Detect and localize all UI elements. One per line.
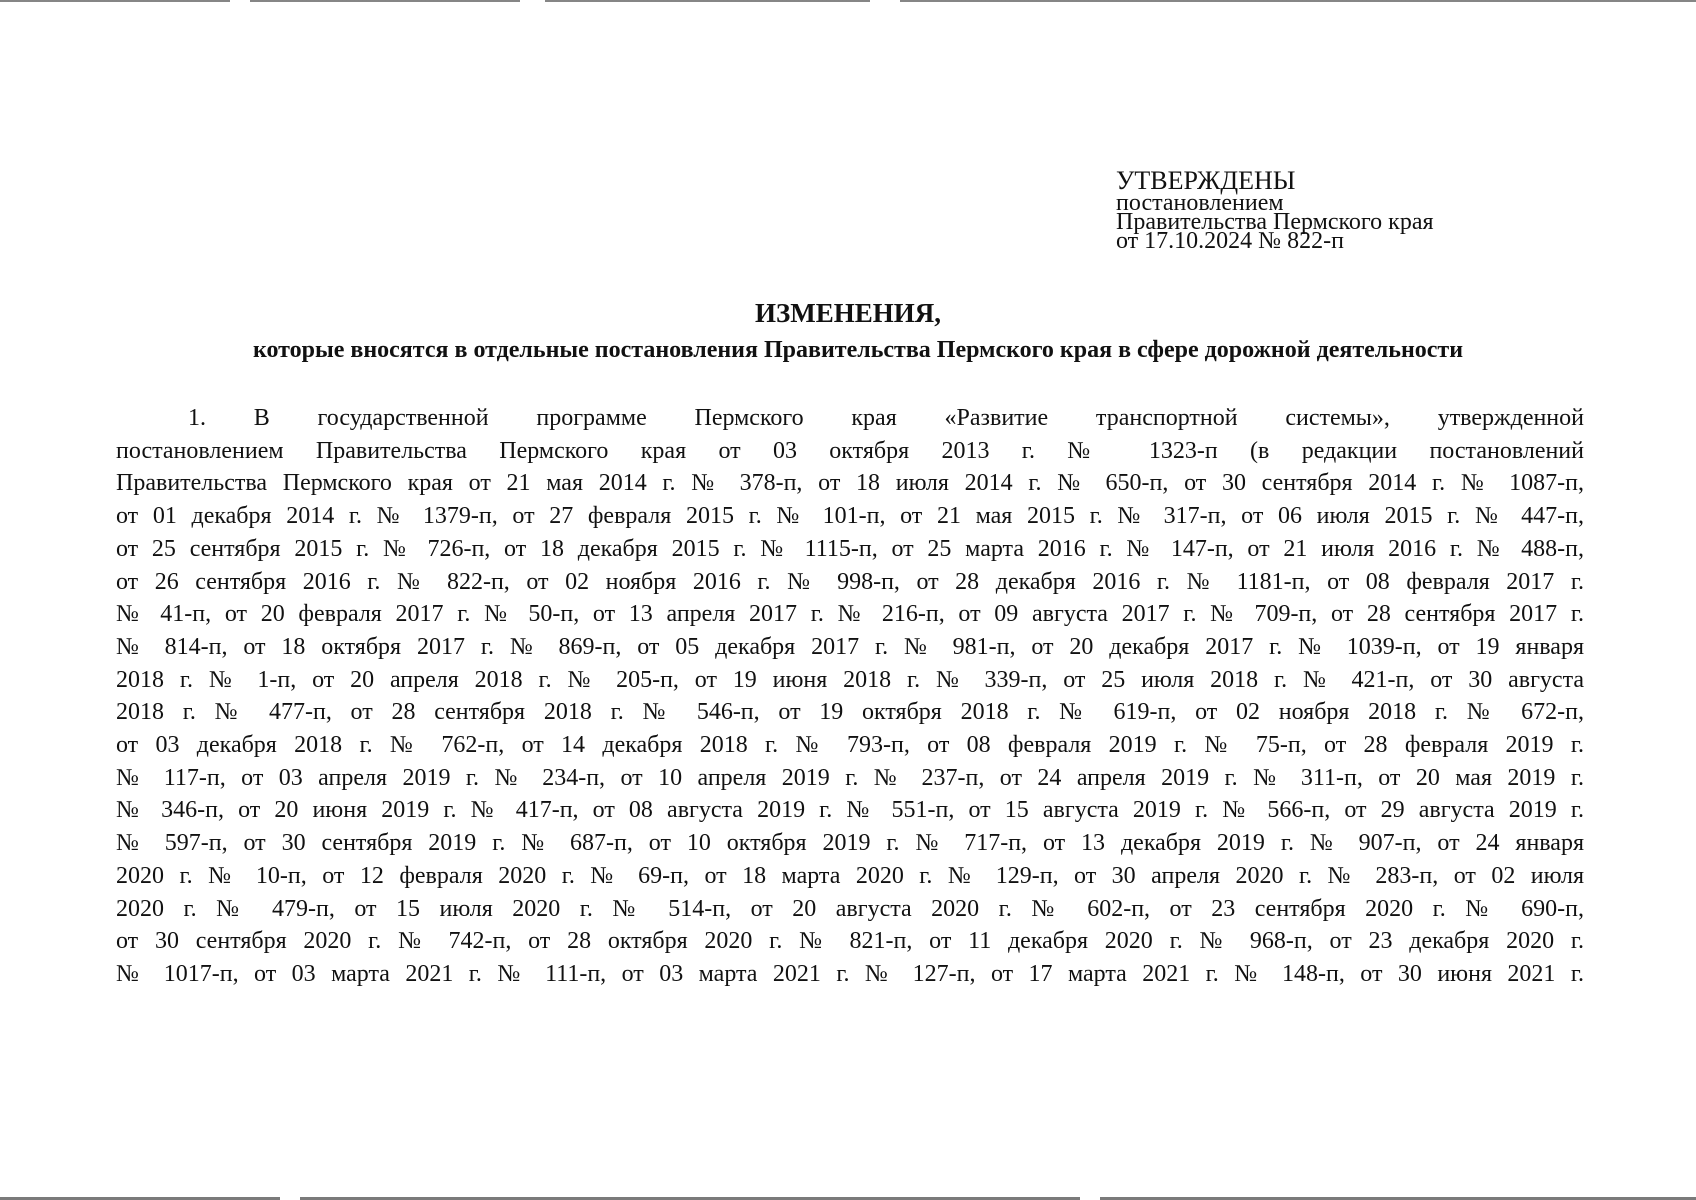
body-line: от 30 сентября 2020 г. № 742-п, от 28 октября 2020 г. № 821-п, от 11 декабря 2020 г. № 968-п, от 23 декабря 2020 г. <box>116 928 1584 955</box>
body-line: № 814-п, от 18 октября 2017 г. № 869-п, от 05 декабря 2017 г. № 981-п, от 20 декабря 2017 г. № 1039-п, от 19 января <box>116 633 1584 660</box>
body-line: 2018 г. № 1-п, от 20 апреля 2018 г. № 205-п, от 19 июня 2018 г. № 339-п, от 25 июля 2018 г. № 421-п, от 30 августа <box>116 666 1584 693</box>
body-line: № 41-п, от 20 февраля 2017 г. № 50-п, от 13 апреля 2017 г. № 216-п, от 09 августа 2017 г. № 709-п, от 28 сентября 2017 г. <box>116 601 1584 628</box>
body-line: от 26 сентября 2016 г. № 822-п, от 02 ноября 2016 г. № 998-п, от 28 декабря 2016 г. № 1181-п, от 08 февраля 2017 г. <box>116 568 1584 595</box>
body-line: от 25 сентября 2015 г. № 726-п, от 18 декабря 2015 г. № 1115-п, от 25 марта 2016 г. № 147-п, от 21 июля 2016 г. № 488-п, <box>116 535 1584 562</box>
approval-stamp <box>1116 166 1434 254</box>
body-line: № 1017-п, от 03 марта 2021 г. № 111-п, от 03 марта 2021 г. № 127-п, от 17 марта 2021 г. № 148-п, от 30 июня 2021 г. <box>116 960 1584 987</box>
body-line: от 03 декабря 2018 г. № 762-п, от 14 декабря 2018 г. № 793-п, от 08 февраля 2019 г. № 75-п, от 28 февраля 2019 г. <box>116 732 1584 759</box>
body-line: № 117-п, от 03 апреля 2019 г. № 234-п, от 10 апреля 2019 г. № 237-п, от 24 апреля 2019 г. № 311-п, от 20 мая 2019 г. <box>116 764 1584 791</box>
scan-edge-top <box>0 0 1696 2</box>
document-subtitle: которые вносятся в отдельные постановления Правительства Пермского края в сфере дорожной деятельности <box>252 337 1464 363</box>
body-line: постановлением Правительства Пермского края от 03 октября 2013 г. № 1323-п (в редакции постановлений <box>116 437 1584 464</box>
approval-line-2: Правительства Пермского края <box>1116 209 1434 235</box>
body-paragraph <box>116 402 1584 991</box>
body-line: 2020 г. № 10-п, от 12 февраля 2020 г. № 69-п, от 18 марта 2020 г. № 129-п, от 30 апреля 2020 г. № 283-п, от 02 июля <box>116 862 1584 889</box>
body-line: от 01 декабря 2014 г. № 1379-п, от 27 февраля 2015 г. № 101-п, от 21 мая 2015 г. № 317-п, от 06 июля 2015 г. № 447-п, <box>116 503 1584 530</box>
body-line: № 597-п, от 30 сентября 2019 г. № 687-п, от 10 октября 2019 г. № 717-п, от 13 декабря 2019 г. № 907-п, от 24 января <box>116 830 1584 857</box>
document-title: ИЗМЕНЕНИЯ, <box>754 298 941 328</box>
body-line: 2018 г. № 477-п, от 28 сентября 2018 г. № 546-п, от 19 октября 2018 г. № 619-п, от 02 ноября 2018 г. № 672-п, <box>116 699 1584 726</box>
approval-status: УТВЕРЖДЕНЫ <box>1116 166 1296 195</box>
approval-line-3: от 17.10.2024 № 822-п <box>1116 228 1344 254</box>
approval-line-1: постановлением <box>1116 190 1284 216</box>
body-line: 2020 г. № 479-п, от 15 июля 2020 г. № 514-п, от 20 августа 2020 г. № 602-п, от 23 сентября 2020 г. № 690-п, <box>116 895 1584 922</box>
body-line: 1. В государственной программе Пермского края «Развитие транспортной системы», утвержденной <box>188 405 1584 431</box>
body-line: № 346-п, от 20 июня 2019 г. № 417-п, от 08 августа 2019 г. № 551-п, от 15 августа 2019 г. № 566-п, от 29 августа 2019 г. <box>116 797 1584 824</box>
body-line: Правительства Пермского края от 21 мая 2014 г. № 378-п, от 18 июля 2014 г. № 650-п, от 30 сентября 2014 г. № 1087-п, <box>116 470 1584 497</box>
